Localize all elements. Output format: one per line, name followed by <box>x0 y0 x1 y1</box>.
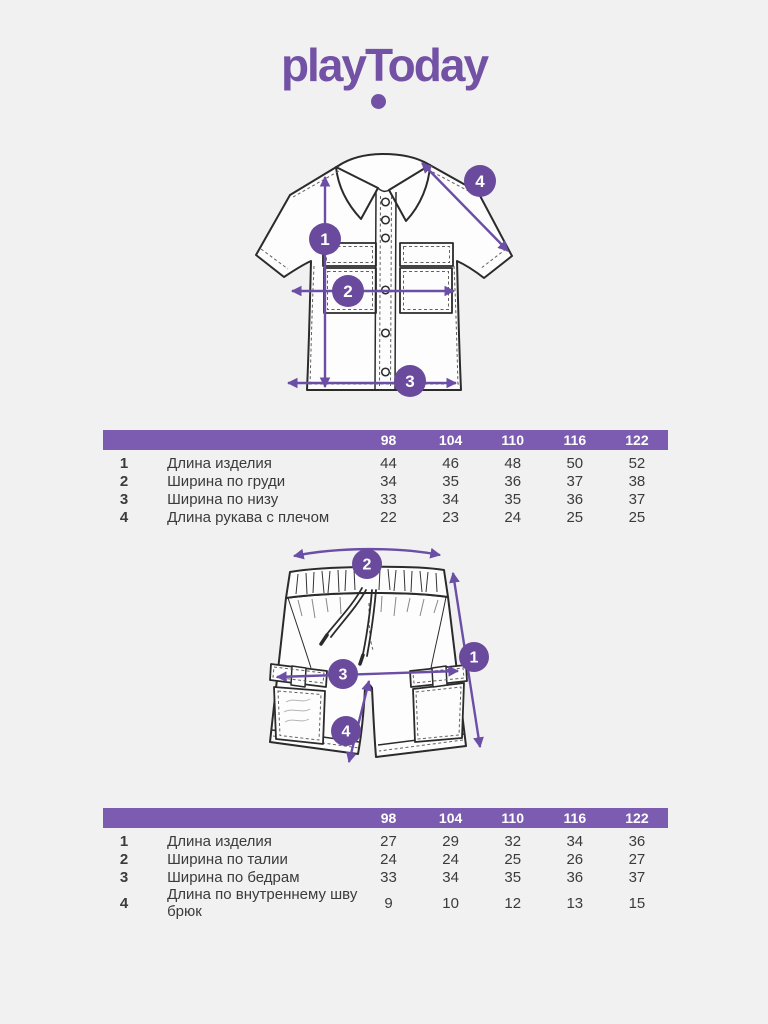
measurement-value: 12 <box>504 894 522 912</box>
measurement-value: 37 <box>566 472 584 490</box>
size-column-header: 116 <box>544 808 606 828</box>
measurement-label: Длина рукава с плечом <box>167 508 330 526</box>
measurement-label: Длина по внутреннему шву брюк <box>167 886 358 920</box>
cargo-pocket-left <box>274 687 325 744</box>
measurement-label: Ширина по низу <box>167 490 279 508</box>
table-row <box>103 490 668 508</box>
shorts-marker-label-3: 3 <box>338 666 348 684</box>
shirt-button <box>382 198 390 206</box>
size-column-header: 104 <box>420 808 482 828</box>
measurement-value: 36 <box>628 832 646 850</box>
shorts-size-table <box>103 808 668 920</box>
table-row <box>103 450 668 472</box>
measurement-value: 25 <box>628 508 646 526</box>
row-number: 2 <box>119 472 129 490</box>
shorts-marker-label-1: 1 <box>469 649 479 667</box>
table-row <box>103 472 668 490</box>
shirt-button <box>382 216 390 224</box>
shirt-marker-label-1: 1 <box>320 230 330 249</box>
measurement-label: Длина изделия <box>167 454 272 472</box>
size-column-header: 110 <box>482 808 544 828</box>
measurement-value: 33 <box>380 868 397 886</box>
shirt-size-table <box>103 430 668 526</box>
size-column-header: 122 <box>606 808 668 828</box>
row-number: 1 <box>119 454 129 472</box>
measurement-value: 38 <box>628 472 646 490</box>
shirt-button <box>382 368 390 376</box>
measurement-value: 27 <box>380 832 397 850</box>
shirt-marker-label-2: 2 <box>343 282 353 301</box>
measurement-value: 13 <box>566 894 584 912</box>
corner-cell <box>103 808 145 828</box>
measurement-value: 23 <box>442 508 459 526</box>
measurement-value: 24 <box>504 508 522 526</box>
measurement-value: 46 <box>442 454 459 472</box>
measurement-value: 50 <box>566 454 584 472</box>
measurement-value: 34 <box>566 832 584 850</box>
corner-cell <box>145 808 357 828</box>
measurement-value: 22 <box>380 508 397 526</box>
size-column-header: 104 <box>420 430 482 450</box>
row-number: 2 <box>119 850 129 868</box>
measurement-value: 15 <box>628 894 646 912</box>
measurement-label: Длина изделия <box>167 832 272 850</box>
row-number: 3 <box>119 868 129 886</box>
cargo-pocket-tab-right <box>432 666 447 687</box>
measurement-value: 29 <box>442 832 459 850</box>
measurement-value: 9 <box>384 894 393 912</box>
measurement-value: 37 <box>628 868 646 886</box>
row-number: 3 <box>119 490 129 508</box>
shirt-marker-label-4: 4 <box>475 172 485 191</box>
table-row <box>103 508 668 526</box>
measurement-value: 25 <box>504 850 522 868</box>
measurement-value: 35 <box>504 490 522 508</box>
size-column-header: 116 <box>544 430 606 450</box>
measurement-value: 35 <box>442 472 459 490</box>
measurement-value: 25 <box>566 508 584 526</box>
measurement-value: 33 <box>380 490 397 508</box>
shorts-diagram <box>248 540 518 800</box>
shorts-marker-label-4: 4 <box>341 723 351 741</box>
size-column-header: 98 <box>357 808 419 828</box>
table-row <box>103 868 668 886</box>
size-header-row <box>103 808 668 828</box>
measurement-value: 48 <box>504 454 522 472</box>
size-column-header: 110 <box>482 430 544 450</box>
shirt-diagram <box>228 140 538 410</box>
measurement-value: 32 <box>504 832 522 850</box>
table-row <box>103 850 668 868</box>
shorts-marker-label-2: 2 <box>362 556 372 574</box>
row-number: 4 <box>119 894 129 912</box>
brand-logo-text: playToday <box>280 39 488 91</box>
size-column-header: 98 <box>357 430 419 450</box>
measurement-label: Ширина по груди <box>167 472 286 490</box>
measurement-value: 37 <box>628 490 646 508</box>
measurement-value: 36 <box>504 472 522 490</box>
measurement-value: 52 <box>628 454 646 472</box>
measurement-value: 34 <box>442 868 459 886</box>
row-number: 1 <box>119 832 129 850</box>
measurement-value: 44 <box>380 454 397 472</box>
measurement-label: Ширина по талии <box>167 850 288 868</box>
corner-cell <box>103 430 145 450</box>
measurement-value: 36 <box>566 868 584 886</box>
measurement-value: 36 <box>566 490 584 508</box>
measurement-label: Ширина по бедрам <box>167 868 300 886</box>
size-header-row <box>103 430 668 450</box>
shirt-button <box>382 329 390 337</box>
measurement-value: 24 <box>442 850 459 868</box>
table-row <box>103 828 668 850</box>
table-row <box>103 886 668 920</box>
measurement-value: 24 <box>380 850 397 868</box>
measurement-value: 34 <box>442 490 459 508</box>
measurement-value: 34 <box>380 472 397 490</box>
row-number: 4 <box>119 508 129 526</box>
measurement-value: 26 <box>566 850 584 868</box>
shirt-button <box>382 234 390 242</box>
measurement-value: 35 <box>504 868 522 886</box>
cargo-pocket-right <box>413 683 464 742</box>
size-column-header: 122 <box>606 430 668 450</box>
brand-logo <box>0 38 768 92</box>
shirt-marker-label-3: 3 <box>405 372 415 391</box>
measurement-value: 10 <box>442 894 459 912</box>
measurement-value: 27 <box>628 850 646 868</box>
logo-dot <box>371 94 386 109</box>
corner-cell <box>145 430 357 450</box>
